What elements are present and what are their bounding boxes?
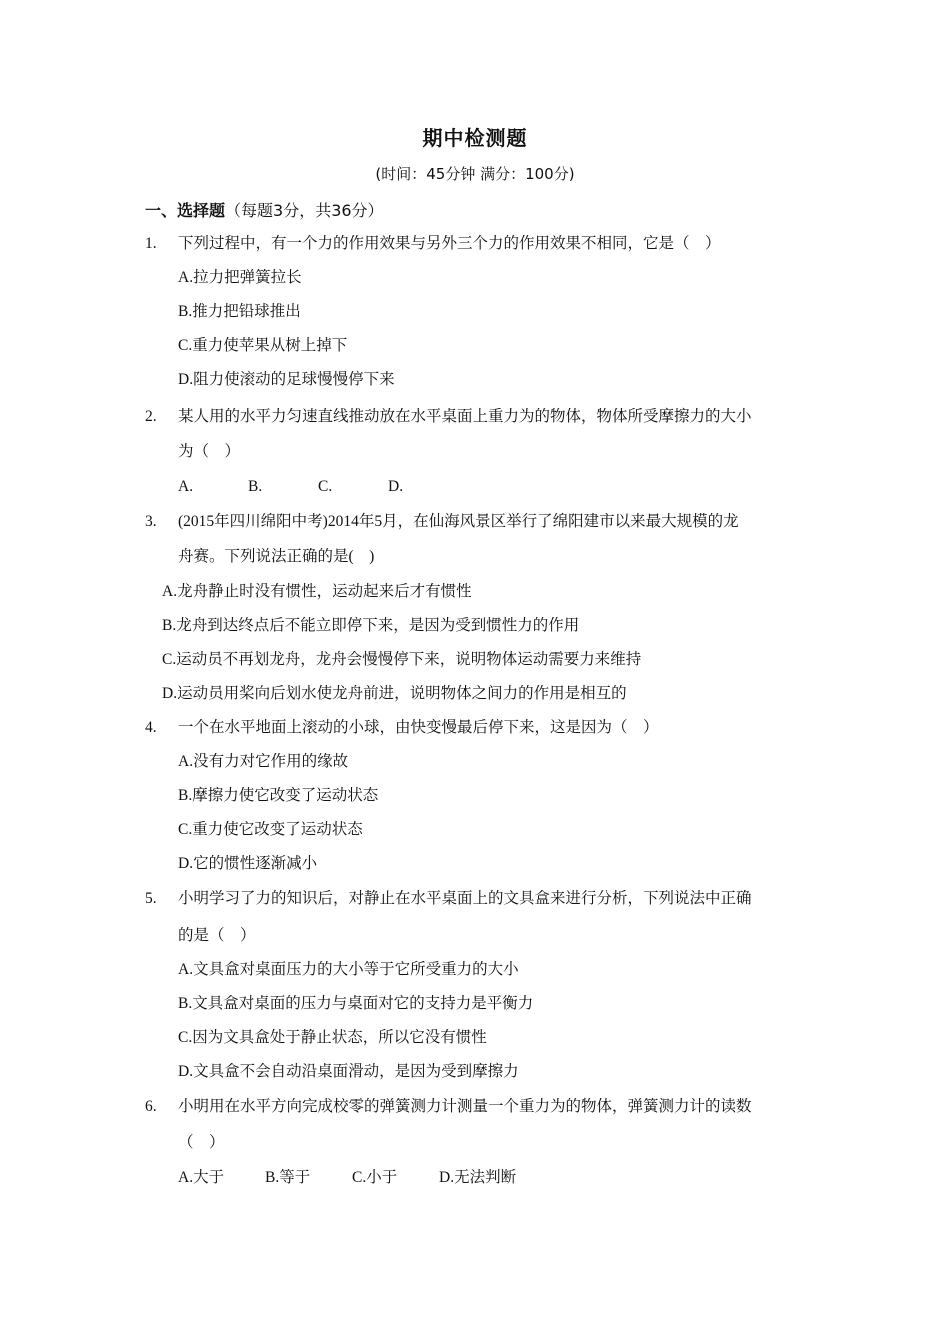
question-text: 一个在水平地面上滚动的小球，由快变慢最后停下来，这是因为（ ） (178, 719, 659, 736)
question-text: 下列过程中，有一个力的作用效果与另外三个力的作用效果不相同，它是（ ） (178, 235, 721, 252)
question-number: 3. (145, 513, 157, 530)
question-option: A.文具盒对桌面压力的大小等于它所受重力的大小 (178, 961, 519, 978)
option-row (178, 1168, 516, 1188)
question-option: B. (248, 478, 263, 495)
question-option: A.拉力把弹簧拉长 (178, 269, 302, 286)
question-option: D.文具盒不会自动沿桌面滑动，是因为受到摩擦力 (178, 1063, 519, 1080)
question-text: (2015年四川绵阳中考)2014年5月，在仙海风景区举行了绵阳建市以来最大规模的龙 (178, 513, 739, 530)
question-text: 舟赛。下列说法正确的是( ) (178, 548, 375, 565)
section-heading (145, 198, 384, 221)
question-option: D. (388, 478, 404, 495)
question-option: D.无法判断 (439, 1169, 517, 1186)
question-option: C.运动员不再划龙舟，龙舟会慢慢停下来，说明物体运动需要力来维持 (162, 651, 642, 668)
question-text: （ ） (178, 1134, 225, 1151)
question-number: 1. (145, 235, 157, 252)
question-text: 小明学习了力的知识后，对静止在水平桌面上的文具盒来进行分析，下列说法中正确 (178, 890, 752, 907)
section-title: 一、选择题 (145, 201, 226, 220)
question-option: A.龙舟静止时没有惯性，运动起来后才有惯性 (162, 583, 472, 600)
question-option: C.重力使苹果从树上掉下 (178, 337, 348, 354)
exam-info: (时间：45分钟 满分：100分) (375, 165, 575, 183)
question-option: C.重力使它改变了运动状态 (178, 821, 363, 838)
question-number: 4. (145, 719, 157, 736)
question-number: 2. (145, 408, 157, 425)
question-option: B.推力把铅球推出 (178, 303, 301, 320)
question-option: A.大于 (178, 1169, 225, 1186)
question-text: 某人用的水平力匀速直线推动放在水平桌面上重力为的物体，物体所受摩擦力的大小 (178, 408, 752, 425)
question-option: A. (178, 478, 194, 495)
question-option: B.等于 (265, 1169, 311, 1186)
question-text: 为（ ） (178, 443, 241, 460)
question-option: C.小于 (352, 1169, 398, 1186)
section-note: （每题3分，共36分） (225, 201, 384, 220)
question-option: C.因为文具盒处于静止状态，所以它没有惯性 (178, 1029, 487, 1046)
question-option: D.运动员用桨向后划水使龙舟前进，说明物体之间力的作用是相互的 (162, 685, 627, 702)
question-option: D.阻力使滚动的足球慢慢停下来 (178, 371, 395, 388)
question-option: B.文具盒对桌面的压力与桌面对它的支持力是平衡力 (178, 995, 534, 1012)
question-text: 小明用在水平方向完成校零的弹簧测力计测量一个重力为的物体，弹簧测力计的读数 (178, 1098, 752, 1115)
page-title: 期中检测题 (422, 126, 528, 150)
question-option: D.它的惯性逐渐减小 (178, 855, 318, 872)
question-number: 6. (145, 1098, 157, 1115)
question-option: B.龙舟到达终点后不能立即停下来，是因为受到惯性力的作用 (162, 617, 580, 634)
question-option: A.没有力对它作用的缘故 (178, 753, 349, 770)
question-number: 5. (145, 890, 157, 907)
question-option: B.摩擦力使它改变了运动状态 (178, 787, 379, 804)
question-option: C. (318, 478, 333, 495)
question-text: 的是（ ） (178, 927, 256, 944)
option-row (178, 477, 403, 497)
